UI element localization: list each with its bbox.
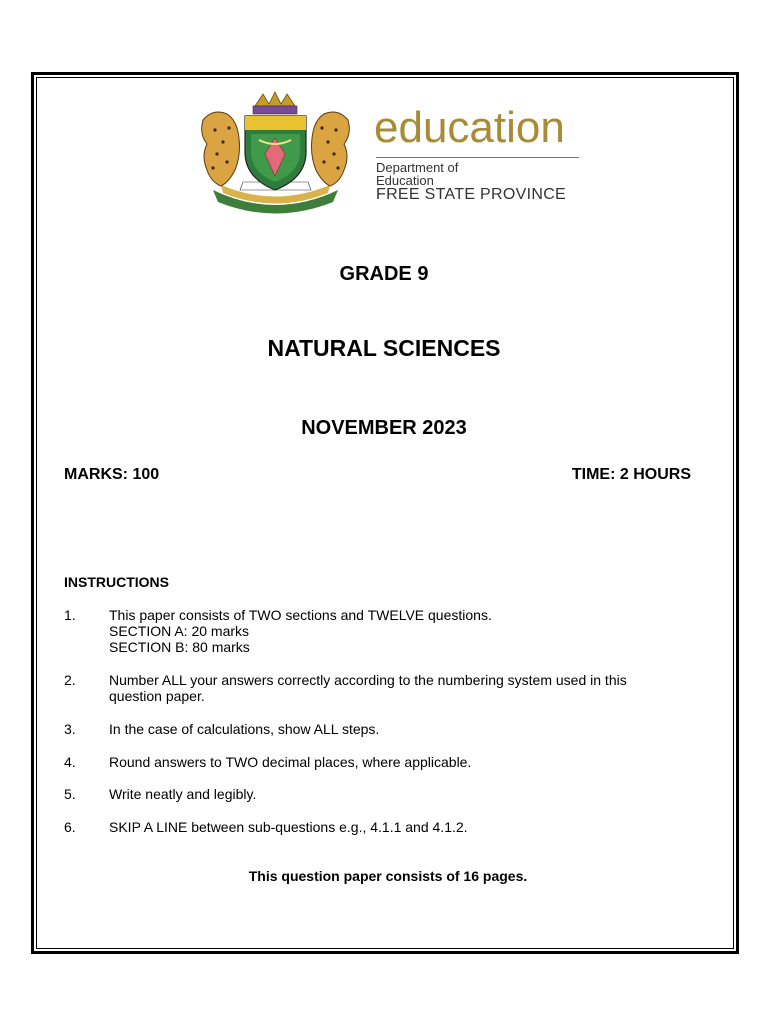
grade-title: GRADE 9 xyxy=(339,263,429,285)
instruction-number: 2. xyxy=(64,672,76,688)
instructions-heading: INSTRUCTIONS xyxy=(64,574,169,590)
instruction-line: SECTION A: 20 marks xyxy=(109,623,250,639)
department-line-2: Education xyxy=(376,173,434,188)
instruction-line: This paper consists of TWO sections and TWELVE questions. xyxy=(109,607,492,623)
instruction-text xyxy=(109,754,709,770)
instruction-line: In the case of calculations, show ALL steps. xyxy=(109,721,380,737)
coat-of-arms-logo xyxy=(193,90,358,215)
subject-title: NATURAL SCIENCES xyxy=(267,335,501,361)
instruction-text xyxy=(109,819,709,835)
total-marks: MARKS: 100 xyxy=(64,466,160,483)
instruction-number: 5. xyxy=(64,786,76,802)
instruction-number: 1. xyxy=(64,607,76,623)
department-line-1: Department of xyxy=(376,160,459,175)
instruction-number: 3. xyxy=(64,721,76,737)
wordmark-divider xyxy=(376,157,579,158)
instruction-number: 4. xyxy=(64,754,76,770)
exam-date: NOVEMBER 2023 xyxy=(301,417,467,439)
instruction-text xyxy=(109,721,709,737)
instruction-text xyxy=(109,786,709,802)
instruction-line: question paper. xyxy=(109,688,205,704)
page-count-note: This question paper consists of 16 pages. xyxy=(248,868,528,884)
education-wordmark: education xyxy=(374,103,565,152)
instruction-line: Number ALL your answers correctly according to the numbering system used in this xyxy=(109,672,627,688)
instruction-line: SKIP A LINE between sub-questions e.g., 4.1.1 and 4.1.2. xyxy=(109,819,468,835)
instruction-text xyxy=(109,672,709,704)
instruction-line: Round answers to TWO decimal places, where applicable. xyxy=(109,754,472,770)
instruction-text xyxy=(109,607,709,655)
instruction-line: SECTION B: 80 marks xyxy=(109,639,250,655)
instruction-line: Write neatly and legibly. xyxy=(109,786,257,802)
instruction-number: 6. xyxy=(64,819,76,835)
province-name: FREE STATE PROVINCE xyxy=(376,186,567,203)
exam-duration: TIME: 2 HOURS xyxy=(571,466,691,483)
